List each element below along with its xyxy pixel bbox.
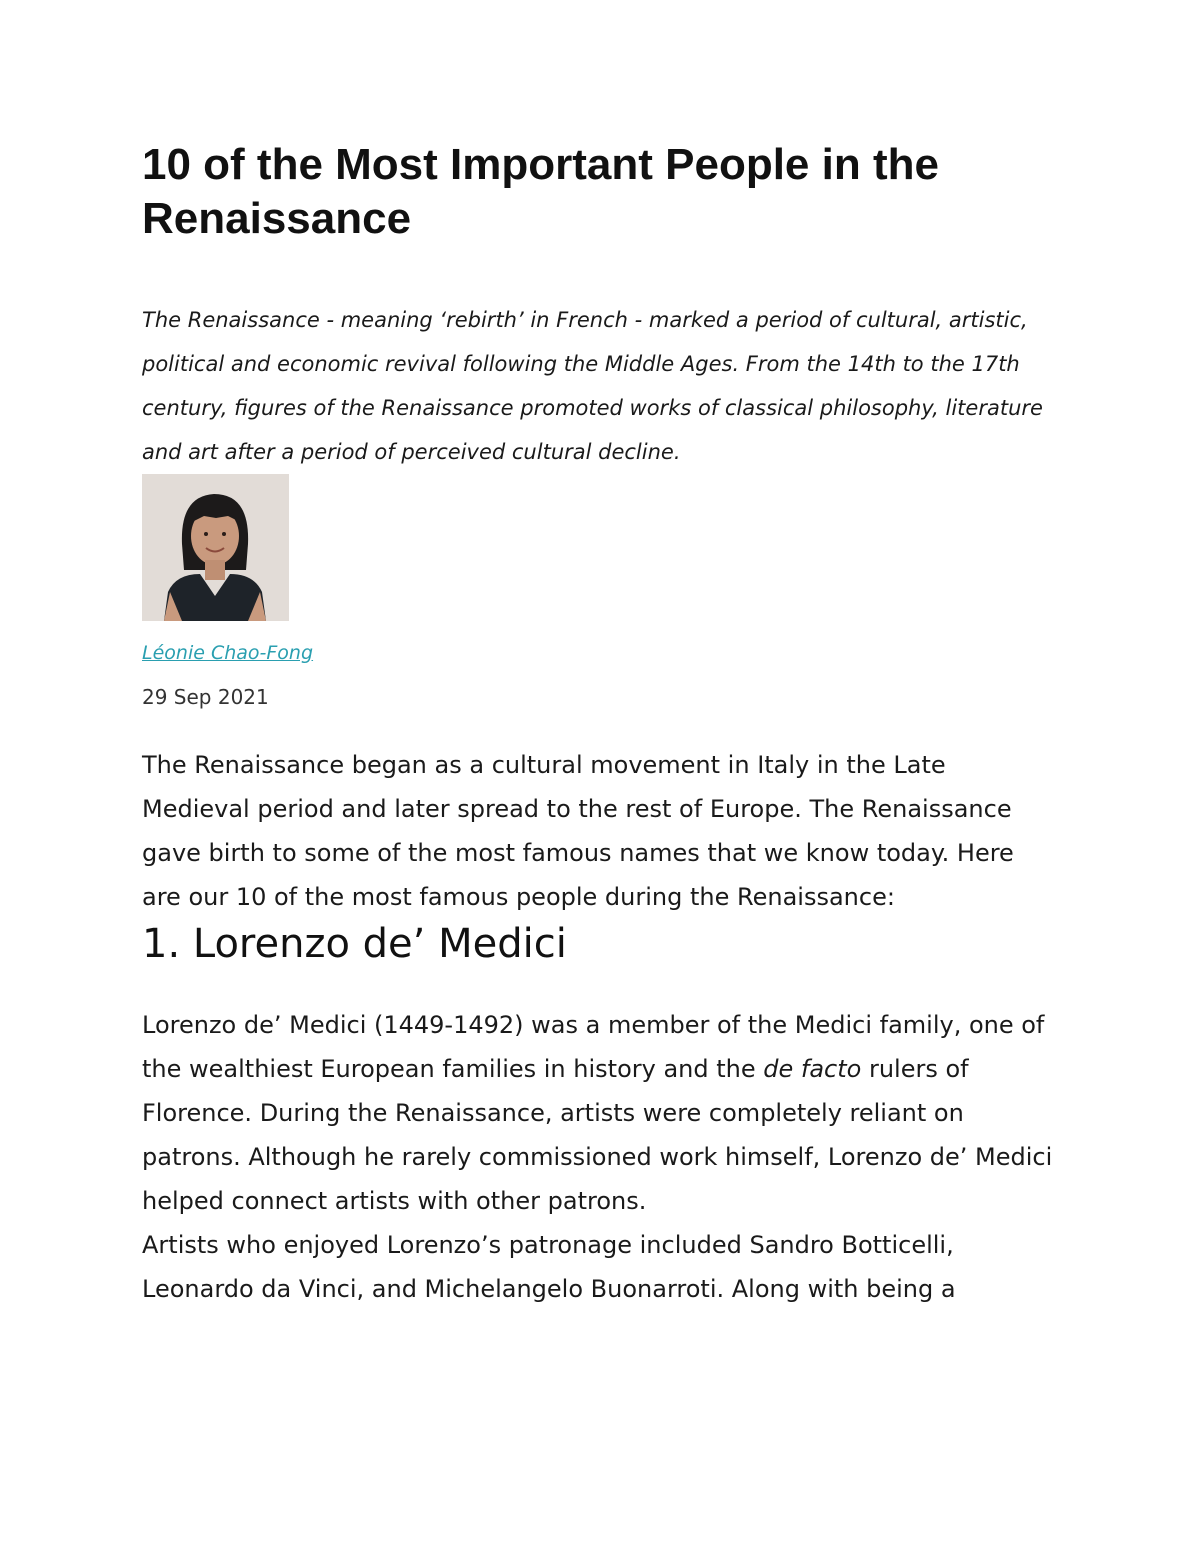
author-link[interactable]: Léonie Chao-Fong: [142, 642, 314, 664]
article-title: 10 of the Most Important People in the Renaissance: [142, 140, 939, 243]
article-lead: The Renaissance began as a cultural movement in Italy in the Late Medieval period and later spread to the rest of Europe. The Renaissance gave birth to some of the most famous names that we know today. Here are our 10 of the most famous people during the Renaissance:: [142, 751, 1014, 911]
author-photo: [142, 474, 289, 621]
section-paragraph-1: [142, 1003, 1057, 1223]
section-paragraph-2: Artists who enjoyed Lorenzo’s patronage included Sandro Botticelli, Leonardo da Vinci, and Michelangelo Buonarroti. Along with being a: [142, 1231, 956, 1303]
publish-date: 29 Sep 2021: [142, 685, 269, 709]
author-portrait-image: [142, 474, 289, 621]
article-intro: The Renaissance - meaning ‘rebirth’ in French - marked a period of cultural, artistic, political and economic revival following the Middle Ages. From the 14th to the 17th century, figures of the Renaissance promoted works of classical philosophy, literature and art after a period of perceived cultural decline.: [142, 308, 1043, 464]
document-page: [142, 138, 1057, 1311]
italic-term: de facto: [763, 1055, 862, 1083]
paragraph-text: Lorenzo de’ Medici (1449-1492) was a member of the Medici family, one of the wealthiest European families in history and the: [142, 1011, 1045, 1083]
section-heading-lorenzo: 1. Lorenzo de’ Medici: [142, 921, 567, 967]
paragraph-text: rulers of Florence. During the Renaissance, artists were completely reliant on patrons. Although he rarely commissioned work himself, Lorenzo de’ Medici helped connect artists with other patrons.: [142, 1055, 1053, 1215]
